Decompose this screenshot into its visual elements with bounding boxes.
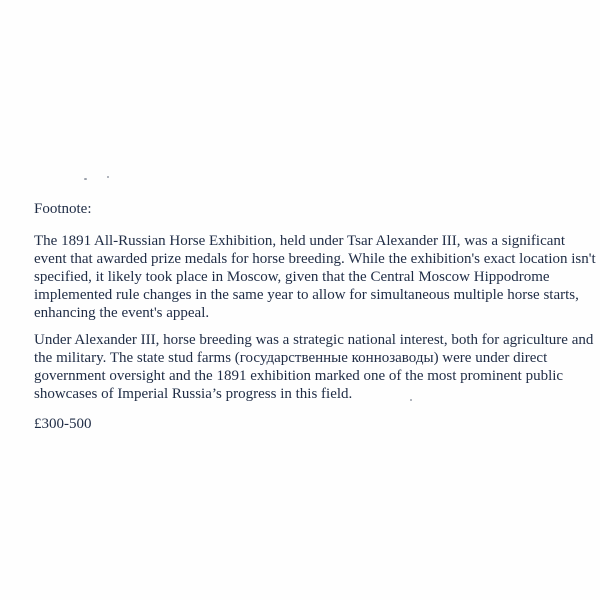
paragraph-line: Under Alexander III, horse breeding was a strategic national interest, both for agriculture and <box>34 332 594 348</box>
paragraph-line: The 1891 All-Russian Horse Exhibition, held under Tsar Alexander III, was a significant <box>34 233 566 249</box>
paragraph-line: implemented rule changes in the same year to allow for simultaneous multiple horse starts, <box>34 287 579 303</box>
paragraph-horse-breeding <box>34 331 594 403</box>
paragraph-line: showcases of Imperial Russia’s progress in this field. <box>34 386 353 402</box>
paragraph-line: government oversight and the 1891 exhibition marked one of the most prominent public <box>34 368 564 384</box>
price-estimate: £300-500 <box>34 416 92 432</box>
paragraph-line: event that awarded prize medals for horse breeding. While the exhibition's exact location isn't <box>34 251 596 267</box>
scan-speck <box>84 178 87 180</box>
footnote-label: Footnote: <box>34 201 92 217</box>
paragraph-exhibition <box>34 232 594 322</box>
paragraph-line: specified, it likely took place in Moscow, given that the Central Moscow Hippodrome <box>34 269 550 285</box>
paragraph-line: the military. The state stud farms (государственные коннозаводы) were under direct <box>34 350 548 366</box>
paragraph-line: enhancing the event's appeal. <box>34 305 210 321</box>
scan-speck <box>107 176 109 178</box>
